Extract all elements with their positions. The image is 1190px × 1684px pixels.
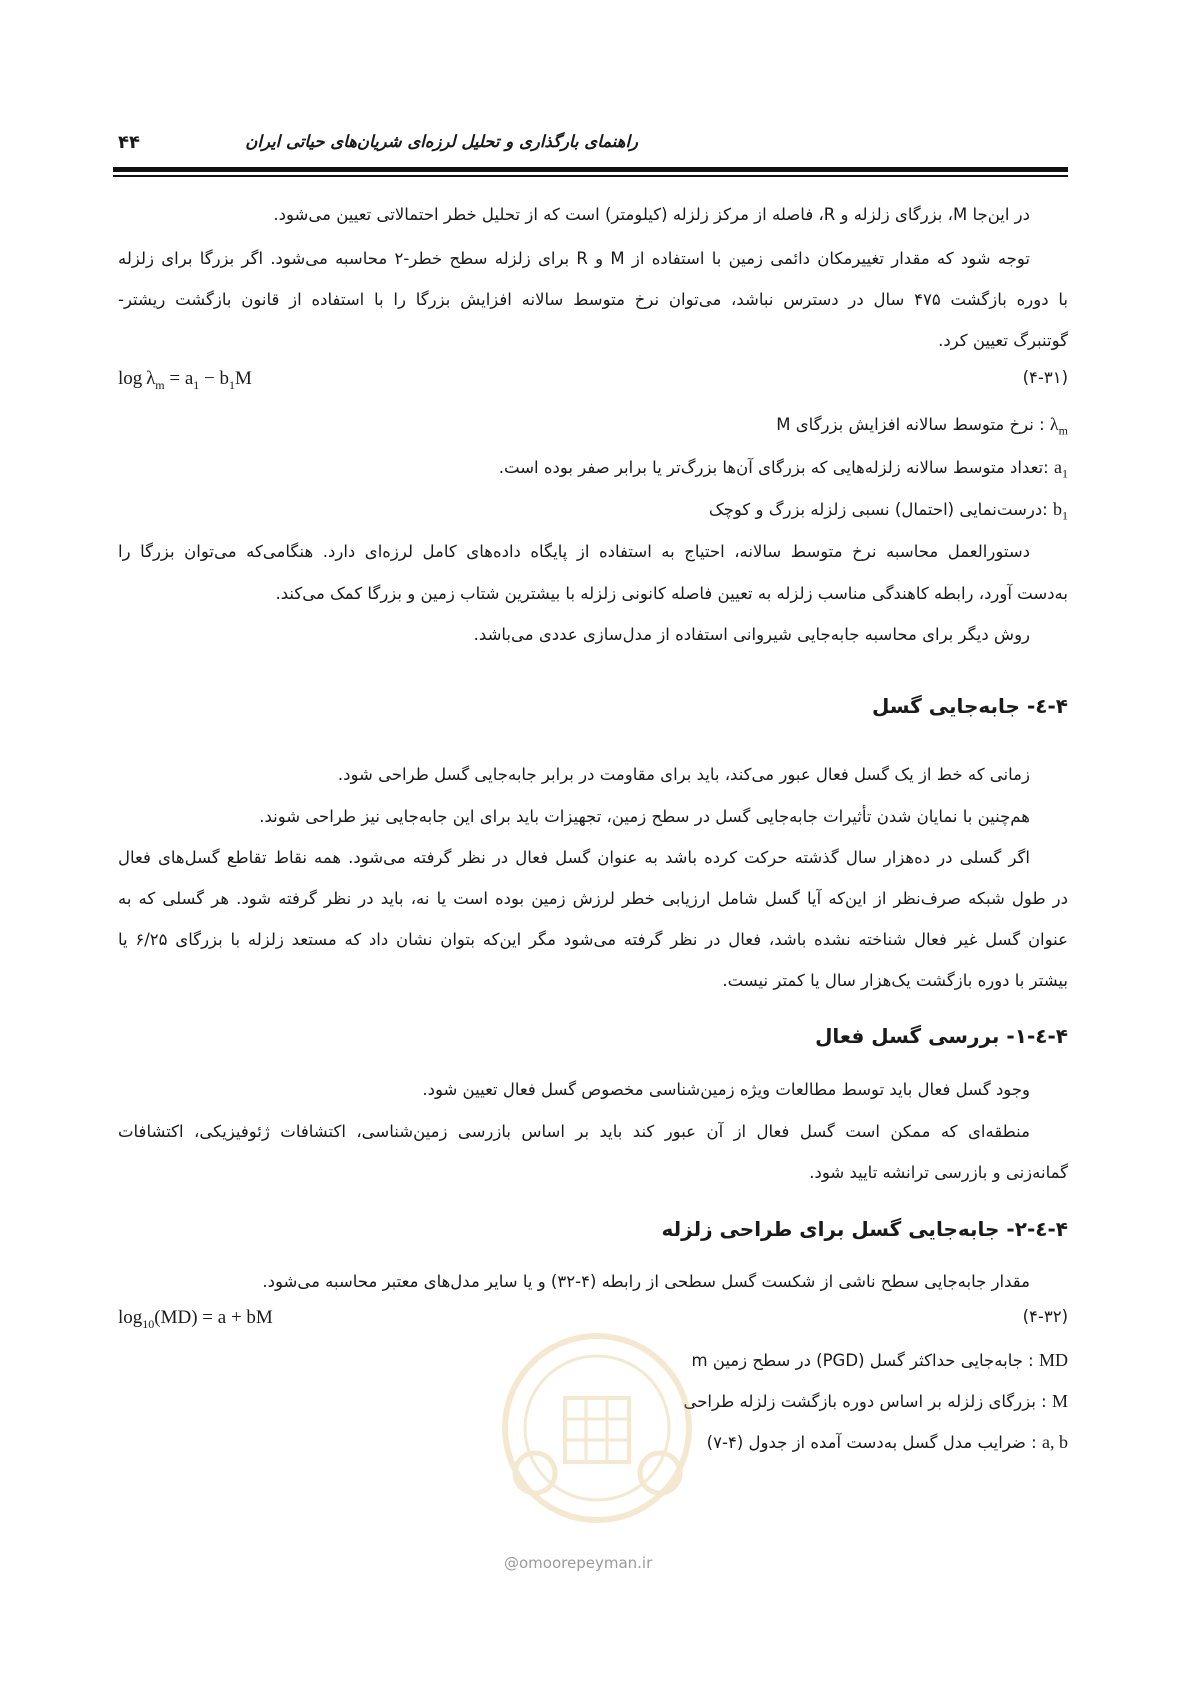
text-line: به‌دست آورد، رابطه کاهندگی مناسب زلزله به تعیین فاصله کانونی زلزله با بیشترین شتاب زمین و بزرگا کمک می‌کند. [275,584,1068,603]
variable-description: : جابه‌جایی حداکثر گسل (PGD) در سطح زمین m [691,1351,1034,1370]
variable-symbol: $a_1$ [1054,457,1068,481]
text-line: توجه شود که مقدار تغییرمکان دائمی زمین با استفاده از M و R برای زلزله سطح خطر-۲ محاسبه می‌شود. اگر بزرگا برای زلزله [118,249,1030,268]
variable-description: :درست‌نمایی (احتمال) نسبی زلزله بزرگ و کوچک [708,500,1048,519]
variable-symbol: MD [1038,1350,1068,1370]
variable-symbol: M [1051,1391,1068,1411]
watermark-text: @omoorepeyman.ir [504,1554,653,1572]
section-number: ۴-٤- [1026,694,1068,718]
page-number: ۴۴ [118,132,140,153]
section-title: جابه‌جایی گسل برای طراحی زلزله [661,1217,1000,1241]
text-line: گمانه‌زنی و بازرسی ترانشه تایید شود. [809,1163,1068,1182]
text-line: زمانی که خط از یک گسل فعال عبور می‌کند، باید برای مقاومت در برابر جابه‌جایی گسل طراحی شود. [337,765,1030,784]
section-title: بررسی گسل فعال [815,1024,1000,1048]
text-line: اگر گسلی در ده‌هزار سال گذشته حرکت کرده باشد به عنوان گسل فعال در نظر گرفته می‌شود. همه نقاط تقاطع گسل‌های فعال [118,848,1030,867]
section-title: جابه‌جایی گسل [871,694,1020,718]
section-heading [815,1024,1068,1048]
variable-description: : بزرگای زلزله بر اساس دوره بازگشت زلزله طراحی [683,1392,1047,1411]
text-line: وجود گسل فعال باید توسط مطالعات ویژه زمین‌شناسی مخصوص گسل فعال تعیین شود. [422,1080,1030,1099]
section-heading [872,694,1068,718]
text-line: هم‌چنین با نمایان شدن تأثیرات جابه‌جایی گسل در سطح زمین، تجهیزات باید برای این جابه‌جایی نیز طراحی شوند. [259,807,1030,826]
variable-description: : نرخ متوسط سالانه افزایش بزرگای M [776,415,1045,434]
watermark-logo [495,1318,700,1543]
variable-definition [168,497,1068,528]
text-line: بیشتر با دوره بازگشت یک‌هزار سال یا کمتر نیست. [722,971,1068,990]
text-line: با دوره بازگشت ۴۷۵ سال در دسترس نباشد، می‌توان نرخ متوسط سالانه افزایش بزرگا را با استفاده از قانون بازگشت ریشتر- [118,290,1068,309]
at-icon: @ [504,1554,519,1572]
variable-description: :تعداد متوسط سالانه زلزله‌هایی که بزرگای آن‌ها بزرگ‌تر یا برابر صفر بوده است. [498,458,1049,477]
text-line: دستورالعمل محاسبه نرخ متوسط سالانه، احتیاج به استفاده از پایگاه داده‌های کامل لرزه‌ای دارد. هنگامی‌که می‌توان بزرگا را [118,542,1030,561]
section-number: ۴-٤-۱- [1006,1024,1068,1048]
text-line: منطقه‌ای که ممکن است گسل فعال از آن عبور کند باید بر اساس بازرسی زمین‌شناسی، اکتشافات ژئوفیزیکی، اکتشافات [118,1122,1030,1141]
text-line: گوتنبرگ تعیین کرد. [938,331,1068,350]
variable-description: : ضرایب مدل گسل به‌دست آمده از جدول (۴-۷) [706,1433,1037,1452]
header-rule-thick [113,167,1068,172]
text-line: مقدار جابه‌جایی سطح ناشی از شکست گسل سطحی از رابطه (۴-۳۲) و یا سایر مدل‌های معتبر محاسبه می‌شود. [262,1272,1030,1291]
equation-number: (۴-۳۱) [1022,368,1068,387]
text-line: عنوان گسل غیر فعال شناخته نشده باشد، فعال در نظر گرفته می‌شود مگر این‌که بتوان نشان داد که مستعد زلزله با بزرگای ۶/۲۵ یا [118,930,1068,949]
text-line: در طول شبکه صرف‌نظر از این‌که آیا گسل شامل ارزیابی خطر لرزش زمین بوده است یا نه، باید در نظر گرفته شود. هر گسلی که به [118,889,1068,908]
section-heading [661,1217,1068,1241]
equation-31 [118,368,1068,394]
variable-symbol: a, b [1042,1432,1068,1452]
header-title: راهنمای بارگذاری و تحلیل لرزه‌ای شریان‌های حیاتی ایران [245,132,638,151]
text-line: در این‌جا M، بزرگای زلزله و R، فاصله از مرکز زلزله (کیلومتر) است که از تحلیل خطر احتمالاتی تعیین می‌شود. [273,205,1030,224]
variable-definition [168,412,1068,443]
variable-symbol: $b_1$ [1053,499,1068,523]
header-rule-thin [113,175,1068,177]
running-header [118,132,1068,162]
variable-symbol: $\lambda_m$ [1049,414,1068,438]
equation-number: (۴-۳۲) [1022,1307,1068,1326]
equation-expression: $\log \lambda_m = a_1 - b_1M$ [118,368,252,392]
text-line: روش دیگر برای محاسبه جابه‌جایی شیروانی استفاده از مدل‌سازی عددی می‌باشد. [473,625,1030,644]
equation-expression: $\log_{10}(MD) = a$ + bM [118,1307,273,1331]
section-number: ۴-٤-۲- [1006,1217,1068,1241]
variable-definition [168,455,1068,486]
